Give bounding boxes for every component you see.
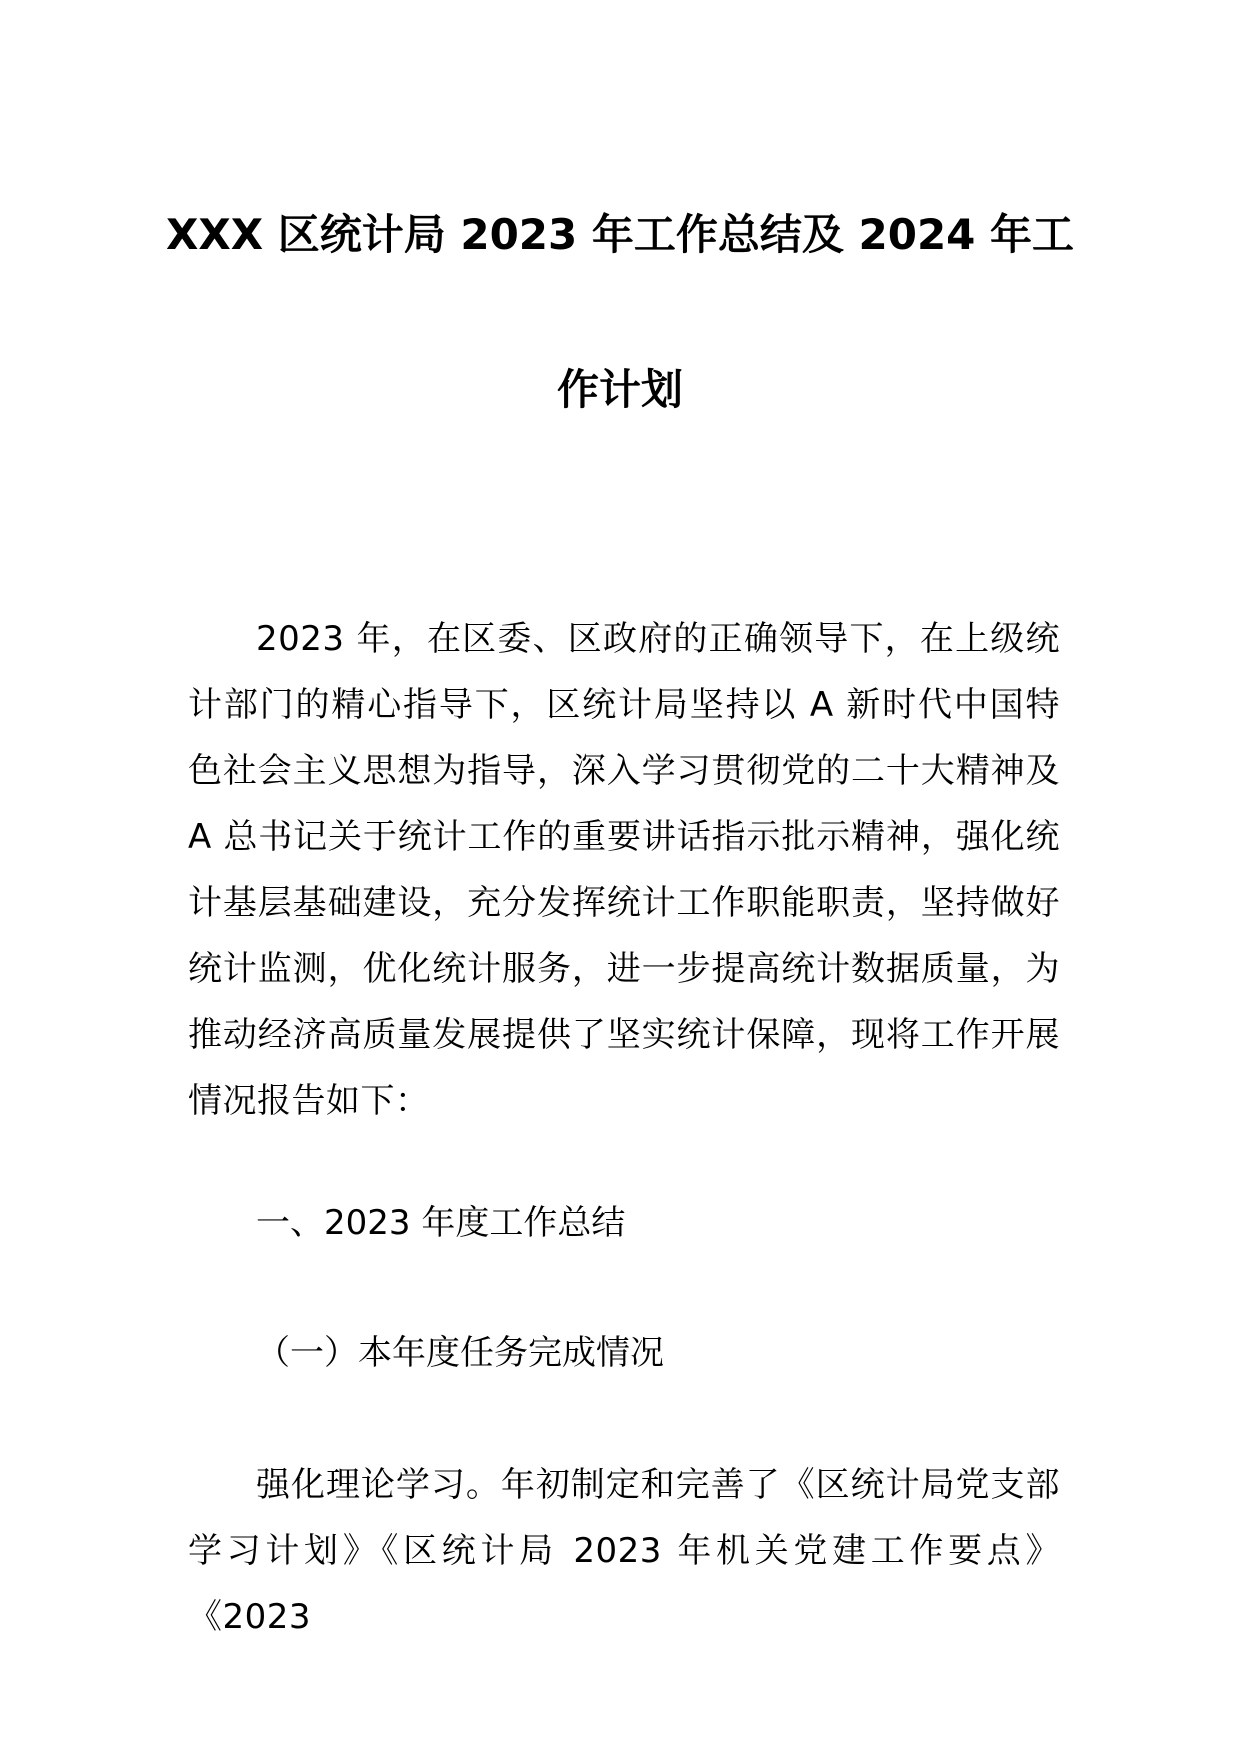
subsection-one-heading: （一）本年度任务完成情况 (256, 1333, 664, 1373)
intro-paragraph-block (188, 606, 1060, 1134)
section-one-heading: 一、2023 年度工作总结 (256, 1203, 626, 1243)
study-paragraph-block (188, 1452, 1060, 1637)
document-title-line-1: XXX 区统计局 2023 年工作总结及 2024 年工 (165, 210, 1075, 259)
study-paragraph: 强化理论学习。年初制定和完善了《区统计局党支部学习计划》《区统计局 2023 年机关党建工作要点》《2023 (188, 1465, 1060, 1637)
document-title-line-2: 作计划 (556, 365, 683, 414)
intro-paragraph: 2023 年，在区委、区政府的正确领导下，在上级统计部门的精心指导下，区统计局坚持以 A 新时代中国特色社会主义思想为指导，深入学习贯彻党的二十大精神及 A 总书记关于统计工作的重要讲话指示批示精神，强化统计基层基础建设，充分发挥统计工作职能职责，坚持做好统计监测，优化统计服务，进一步提高统计数据质量，为推动经济高质量发展提供了坚实统计保障，现将工作开展情况报告如下： (188, 619, 1060, 1121)
